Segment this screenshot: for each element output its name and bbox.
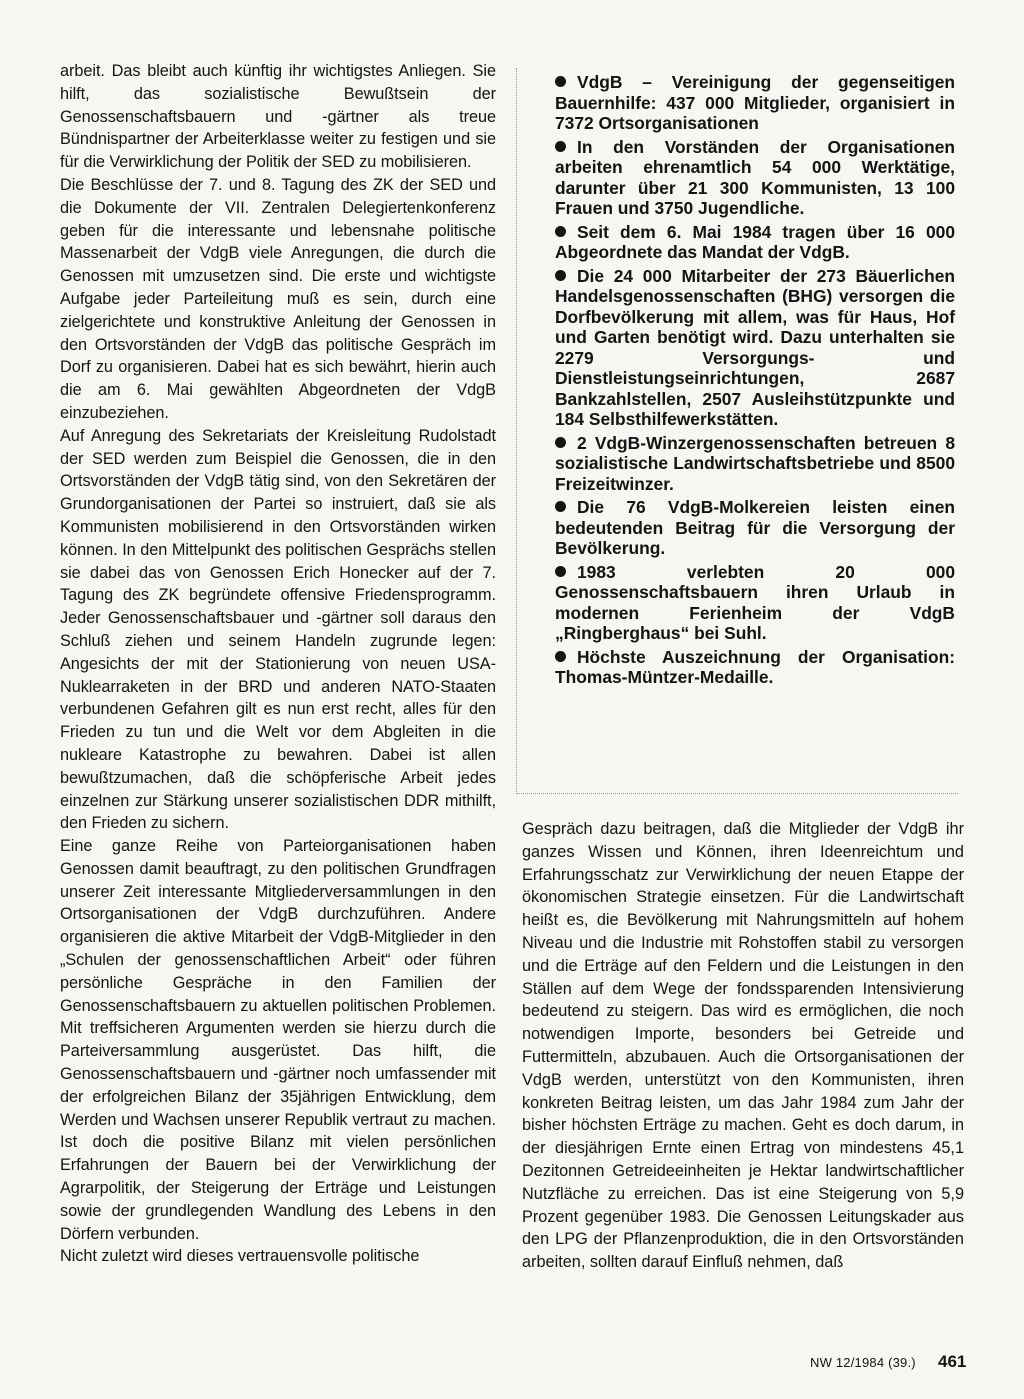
left-column xyxy=(60,60,496,1268)
bullet-icon xyxy=(555,141,566,152)
info-item-text: 2 VdgB-Winzergenossenschaften betreuen 8 sozialistische Landwirtschaftsbetriebe und 8500 Freizeitwinzer. xyxy=(555,432,955,494)
info-item xyxy=(555,562,955,644)
info-item-text: 1983 verlebten 20 000 Genossenschaftsbauern ihren Urlaub in modernen Ferienheim der VdgB „Ringberghaus“ bei Suhl. xyxy=(555,561,955,643)
issue-label: NW 12/1984 (39.) xyxy=(810,1355,916,1370)
info-item xyxy=(555,497,955,559)
info-box-content xyxy=(555,72,955,691)
bullet-icon xyxy=(555,226,566,237)
info-item xyxy=(555,266,955,430)
info-box xyxy=(516,68,958,794)
bullet-icon xyxy=(555,501,566,512)
bullet-icon xyxy=(555,437,566,448)
info-item xyxy=(555,72,955,134)
info-item-text: VdgB – Vereinigung der gegenseitigen Bauernhilfe: 437 000 Mitglieder, organisiert in 7372 Ortsorganisationen xyxy=(555,72,955,133)
bullet-icon xyxy=(555,566,566,577)
info-item-text: Seit dem 6. Mai 1984 tragen über 16 000 Abgeordnete das Mandat der VdgB. xyxy=(555,221,955,262)
info-item-text: Die 76 VdgB-Molkereien leisten einen bedeutenden Beitrag für die Versorgung der Bevölkerung. xyxy=(555,497,955,558)
info-item xyxy=(555,433,955,495)
bullet-icon xyxy=(555,76,566,87)
info-item-text: In den Vorständen der Organisationen arbeiten ehrenamtlich 54 000 Werktätige, darunter über 21 300 Kommunisten, 13 100 Frauen und 3750 Jugendliche. xyxy=(555,136,955,218)
paragraph: Nicht zuletzt wird dieses vertrauensvolle politische xyxy=(60,1247,420,1266)
paragraph: arbeit. Das bleibt auch künftig ihr wichtigstes Anliegen. Sie hilft, das sozialistische Bewußtsein der Genossenschaftsbauern und -gärtner als treue Bündnispartner der Arbeiterklasse weiter zu festigen und sie für die Verwirklichung der Politik der SED zu mobilisieren. xyxy=(60,62,496,172)
paragraph: Gespräch dazu beitragen, daß die Mitglieder der VdgB ihr ganzes Wissen und Können, ihren Ideenreichtum und Erfahrungsschatz zur Verwirklichung der neuen Etappe der ökonomischen Strategie einsetzen. Für die Landwirtschaft heißt es, die Bevölkerung mit Nahrungsmitteln auf hohem Niveau und die Industrie mit Rohstoffen stabil zu versorgen und die Erträge auf den Feldern und die Leistungen in den Ställen auf dem Wege der fondssparenden Intensivierung bedeutend zu steigern. Das wird es ermöglichen, die noch notwendigen Importe, besonders bei Getreide und Futtermitteln, abzubauen. Auch die Ortsorganisationen der VdgB werden, unterstützt von den Kommunisten, ihren konkreten Beitrag leisten, um das Jahr 1984 zum Jahr der bisher höchsten Erträge zu machen. Geht es doch darum, in der diesjährigen Ernte einen Ertrag von mindestens 45,1 Dezitonnen Getreideeinheiten je Hektar landwirtschaftlicher Nutzfläche zu erreichen. Das ist eine Steigerung von 5,9 Prozent gegenüber 1983. Die Genossen Leitungskader aus den LPG der Pflanzenproduktion, die in den Ortsvorständen arbeiten, sollten darauf Einfluß nehmen, daß xyxy=(522,820,964,1272)
info-item-text: Die 24 000 Mitarbeiter der 273 Bäuerlichen Handelsgenossenschaften (BHG) versorgen die Dorfbevölkerung mit allem, was für Haus, Hof und Garten benötigt wird. Dazu unterhalten sie 2279 Versorgungs- und Dienstleistungseinrichtungen, 2687 Bankzahlstellen, 2507 Ausleihstützpunkte und 184 Selbsthilfewerkstätten. xyxy=(555,265,955,429)
bullet-icon xyxy=(555,651,566,662)
page-number: 461 xyxy=(938,1352,967,1371)
paragraph: Eine ganze Reihe von Parteiorganisationen haben Genossen damit beauftragt, zu den politischen Grundfragen unserer Zeit interessante Mitgliederversammlungen in den Ortsorganisationen der VdgB durchzuführen. Andere organisieren die aktive Mitarbeit der VdgB-Mitglieder in den „Schulen der genossenschaftlichen Arbeit“ oder führen persönliche Gespräche in den Familien der Genossenschaftsbauern zu aktuellen politischen Problemen. Mit treffsicheren Argumenten werden sie hierzu durch die Parteiversammlung ausgerüstet. Das hilft, die Genossenschaftsbauern und -gärtner noch umfassender mit der erfolgreichen Bilanz der 35jährigen Entwicklung, dem Werden und Wachsen unserer Republik vertraut zu machen. Ist doch die positive Bilanz mit vielen persönlichen Erfahrungen der Bauern bei der Verwirklichung der Agrarpolitik, der Steigerung der Erträge und Leistungen sowie der grundlegenden Wandlung des Lebens in den Dörfern verbunden. xyxy=(60,837,496,1243)
info-item-text: Höchste Auszeichnung der Organisation: Thomas-Müntzer-Medaille. xyxy=(555,646,955,687)
right-column xyxy=(522,818,964,1274)
paragraph: Die Beschlüsse der 7. und 8. Tagung des ZK der SED und die Dokumente der VII. Zentralen Delegiertenkonferenz geben für die interessante und lebensnahe politische Massenarbeit der VdgB viele Anregungen, die durch die Genossen mit umzusetzen sind. Die erste und wichtigste Aufgabe jeder Parteileitung muß es sein, durch eine zielgerichtete und konstruktive Anleitung der Genossen in den Ortsvorständen der VdgB das politische Gespräch im Dorf zu organisieren. Dabei hat es sich bewährt, hierin auch die am 6. Mai gewählten Abgeordneten der VdgB einzubeziehen. xyxy=(60,175,496,422)
info-item xyxy=(555,647,955,688)
info-item xyxy=(555,137,955,219)
paragraph: Auf Anregung des Sekretariats der Kreisleitung Rudolstadt der SED werden zum Beispiel die Genossen, die in den Ortsvorständen der VdgB tätig sind, von den Sekretären der Grundorganisationen der Partei so instruiert, daß sie als Kommunisten mobilisierend in den Ortsvorständen wirken können. In den Mittelpunkt des politischen Gesprächs stellen sie dabei das von Genossen Erich Honecker auf der 7. Tagung des ZK begründete offensive Friedensprogramm. Jeder Genossenschaftsbauer und -gärtner soll daraus den Schluß ziehen und seinem Handeln zugrunde legen: Angesichts der mit der Stationierung von neuen USA-Nuklearraketen in der BRD und anderen NATO-Staaten verbundenen Gefahren gilt es nun erst recht, alles für den Frieden zu tun und die Welt vor dem Abgleiten in die nukleare Katastrophe zu bewahren. Dabei ist allen bewußtzumachen, daß die schöpferische Arbeit jedes einzelnen zur Stärkung unserer sozialistischen DDR mithilft, den Frieden zu sichern. xyxy=(60,426,496,833)
bullet-icon xyxy=(555,270,566,281)
info-item xyxy=(555,222,955,263)
